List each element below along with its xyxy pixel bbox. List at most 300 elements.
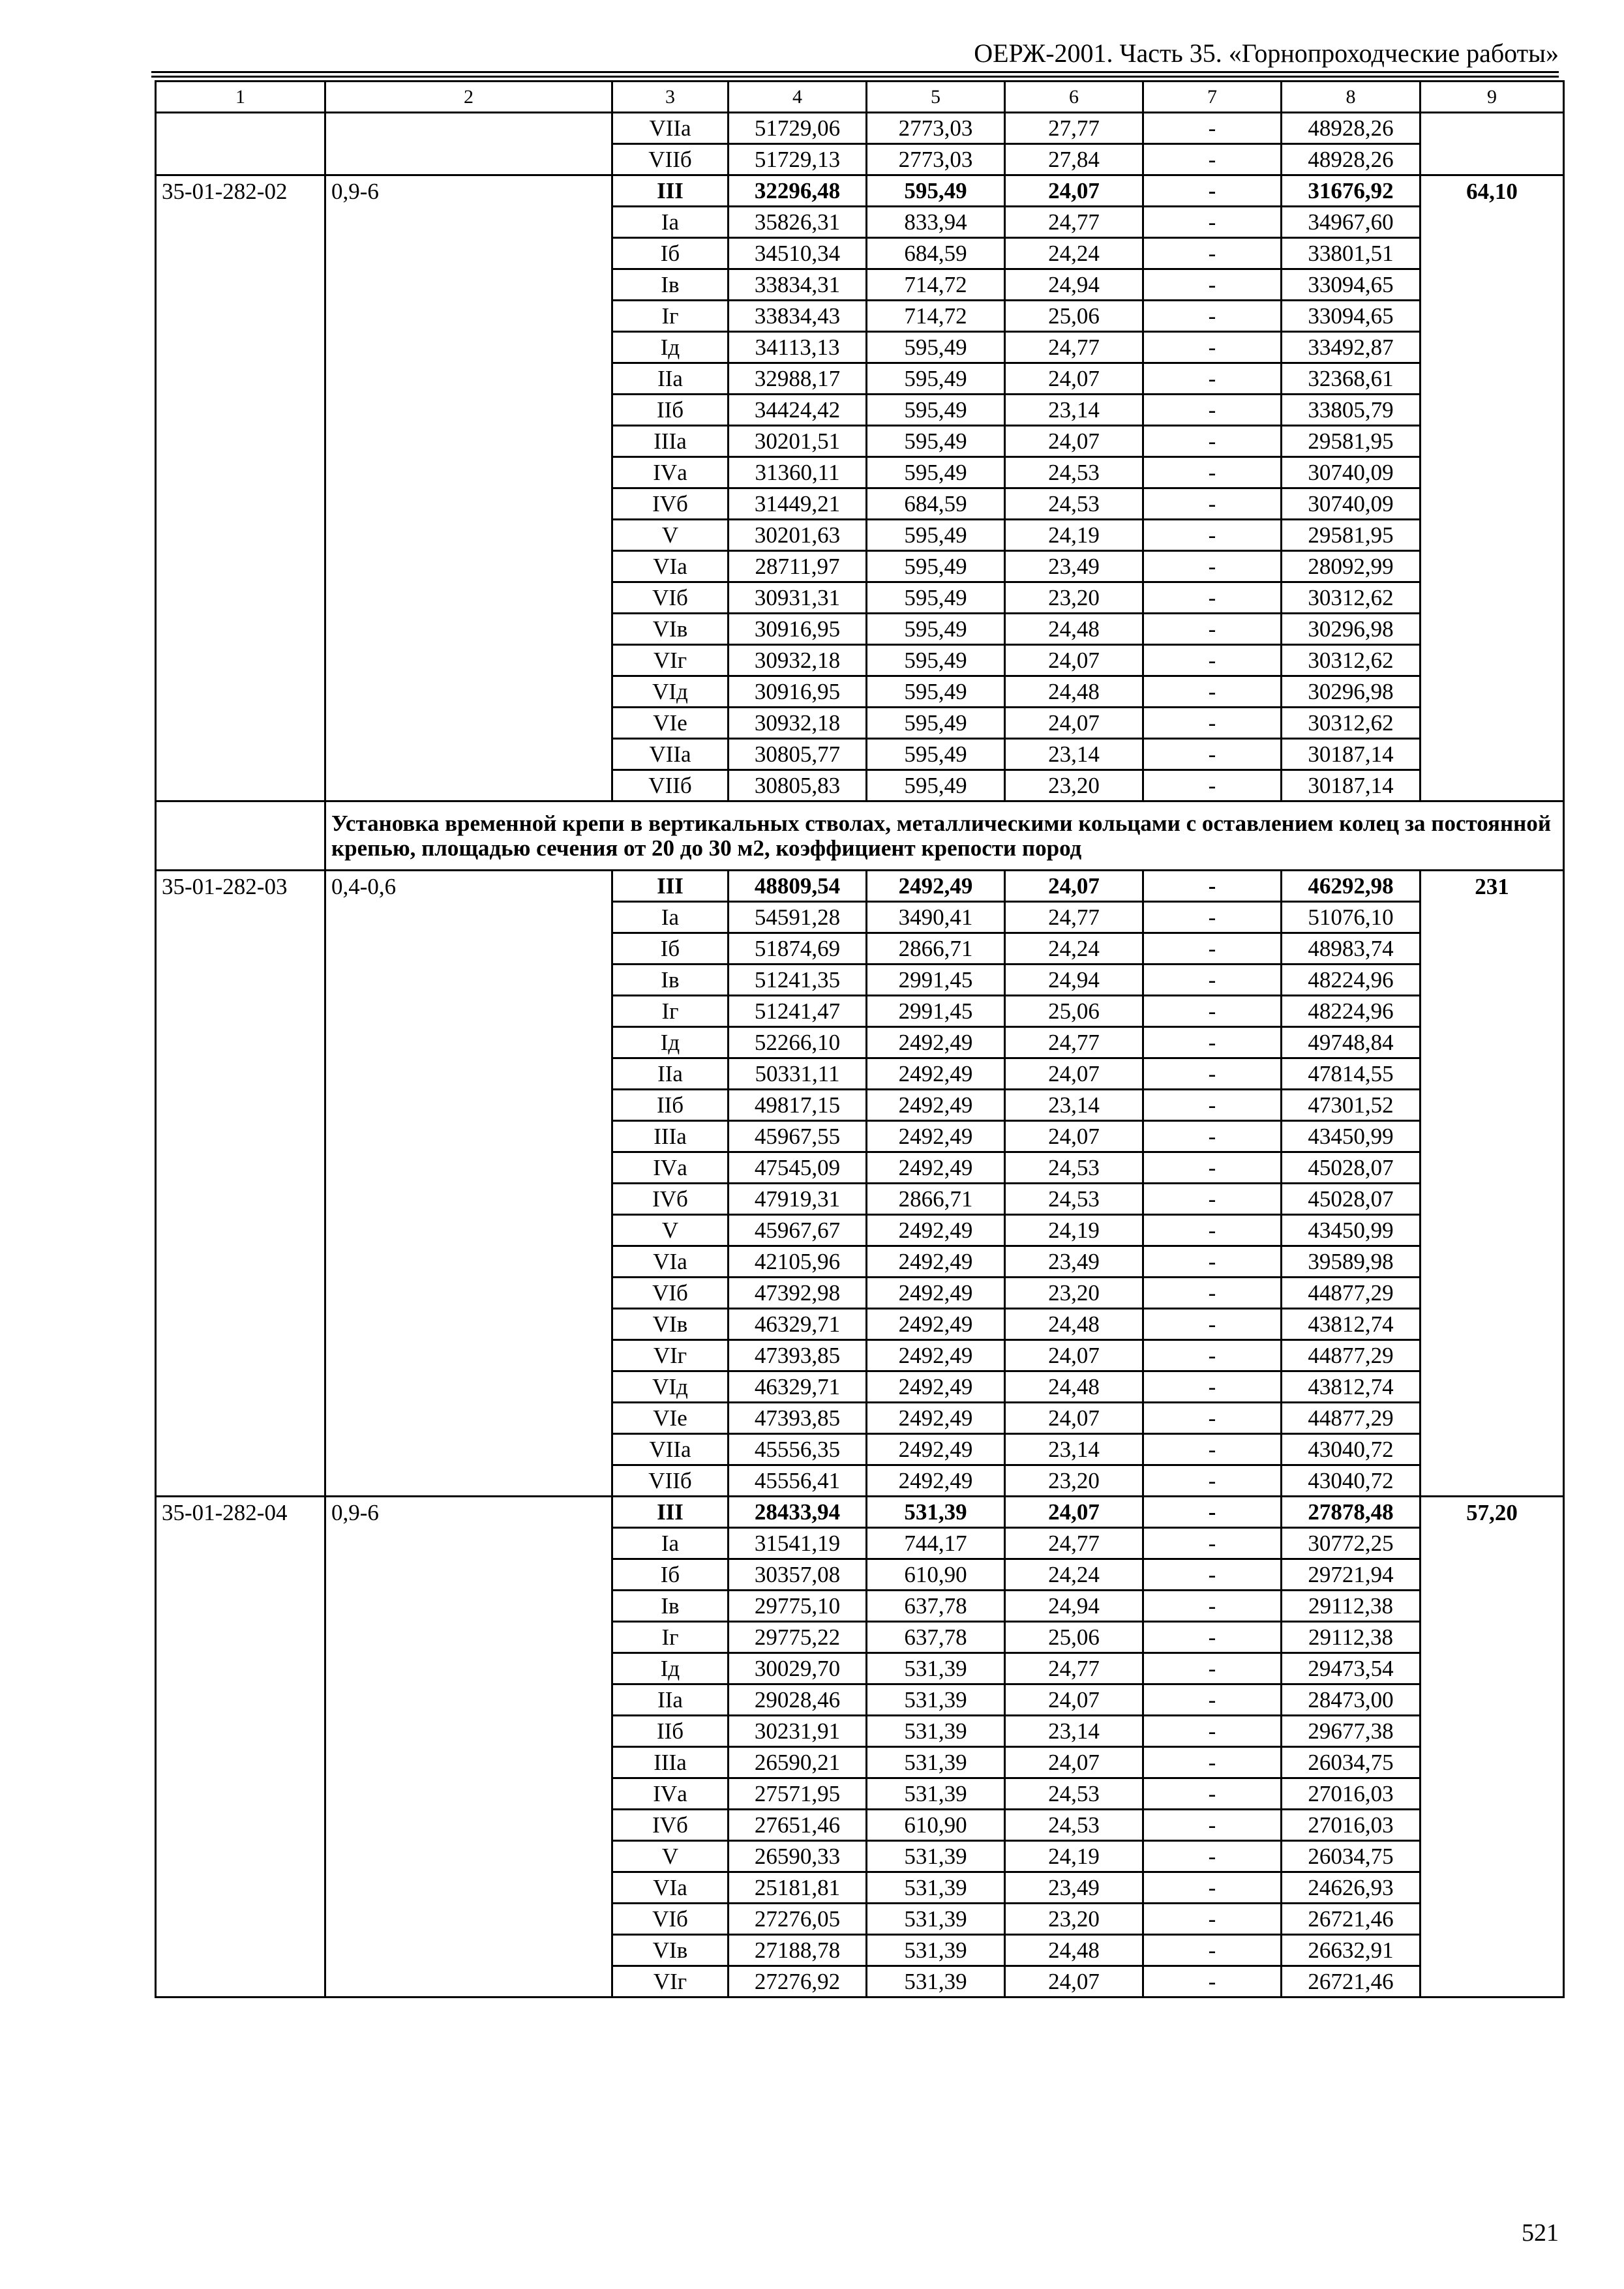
table-cell: 2492,49 <box>867 1465 1005 1497</box>
table-cell: 30772,25 <box>1282 1528 1421 1559</box>
table-cell: 595,49 <box>867 520 1005 551</box>
table-cell: - <box>1143 1278 1282 1309</box>
table-cell: 2492,49 <box>867 1058 1005 1090</box>
table-cell: 531,39 <box>867 1684 1005 1716</box>
table-cell: 595,49 <box>867 332 1005 363</box>
table-cell: 24,07 <box>1005 175 1143 207</box>
table-cell: - <box>1143 113 1282 144</box>
table-cell: 51076,10 <box>1282 902 1421 933</box>
table-cell: 2773,03 <box>867 144 1005 175</box>
table-cell: 30916,95 <box>729 614 867 645</box>
table-cell: 43450,99 <box>1282 1121 1421 1152</box>
rates-table-body <box>156 82 1564 1997</box>
table-cell: 30740,09 <box>1282 457 1421 488</box>
table-cell: 30296,98 <box>1282 676 1421 708</box>
table-cell: VIв <box>612 614 729 645</box>
table-cell: 29721,94 <box>1282 1559 1421 1591</box>
table-cell: 27276,05 <box>729 1904 867 1935</box>
table-cell: - <box>1143 1622 1282 1653</box>
table-cell: 27276,92 <box>729 1966 867 1997</box>
table-cell: - <box>1143 1215 1282 1246</box>
table-cell: 531,39 <box>867 1841 1005 1872</box>
table-cell: IIб <box>612 1716 729 1747</box>
table-cell: 24,24 <box>1005 933 1143 965</box>
col9-value: 231 <box>1421 871 1564 1497</box>
table-cell: 30932,18 <box>729 645 867 676</box>
table-cell: 27188,78 <box>729 1935 867 1966</box>
table-cell: 31541,19 <box>729 1528 867 1559</box>
header-rule <box>151 71 1559 73</box>
table-cell: - <box>1143 902 1282 933</box>
table-cell: 30187,14 <box>1282 739 1421 770</box>
column-number-row <box>156 82 1564 113</box>
table-cell: 27571,95 <box>729 1778 867 1810</box>
table-cell: III <box>612 1497 729 1528</box>
table-cell: VIIб <box>612 144 729 175</box>
table-cell: Iа <box>612 1528 729 1559</box>
table-cell: 2492,49 <box>867 1152 1005 1184</box>
table-cell: 44877,29 <box>1282 1403 1421 1434</box>
table-cell: VIв <box>612 1935 729 1966</box>
table-cell: 30312,62 <box>1282 708 1421 739</box>
table-cell: 46292,98 <box>1282 871 1421 902</box>
table-cell: - <box>1143 1090 1282 1121</box>
table-cell: 531,39 <box>867 1935 1005 1966</box>
table-cell: 684,59 <box>867 488 1005 520</box>
table-cell: 47545,09 <box>729 1152 867 1184</box>
table-cell: Iг <box>612 301 729 332</box>
table-cell: 2492,49 <box>867 1371 1005 1403</box>
table-cell: - <box>1143 551 1282 582</box>
table-cell: 24,53 <box>1005 488 1143 520</box>
table-cell: 531,39 <box>867 1966 1005 1997</box>
rock-strength: 0,9-6 <box>325 175 612 801</box>
column-number: 9 <box>1421 82 1564 113</box>
table-cell: VIе <box>612 1403 729 1434</box>
table-cell: VIIа <box>612 1434 729 1465</box>
table-cell: 43812,74 <box>1282 1371 1421 1403</box>
table-cell: 24,07 <box>1005 426 1143 457</box>
table-cell: 44877,29 <box>1282 1340 1421 1371</box>
table-cell: 2492,49 <box>867 1278 1005 1309</box>
table-cell: 33492,87 <box>1282 332 1421 363</box>
table-cell: 26590,33 <box>729 1841 867 1872</box>
table-cell: 2991,45 <box>867 996 1005 1027</box>
table-cell: Iв <box>612 965 729 996</box>
table-cell: Iб <box>612 238 729 269</box>
section-header-row <box>156 801 1564 871</box>
table-cell: 531,39 <box>867 1747 1005 1778</box>
table-cell: - <box>1143 1058 1282 1090</box>
strength-cell-empty <box>325 113 612 175</box>
table-cell: III <box>612 871 729 902</box>
table-cell: 595,49 <box>867 457 1005 488</box>
table-cell: 43040,72 <box>1282 1465 1421 1497</box>
table-cell: 31360,11 <box>729 457 867 488</box>
table-cell: 595,49 <box>867 676 1005 708</box>
table-cell: - <box>1143 614 1282 645</box>
table-cell: 45028,07 <box>1282 1152 1421 1184</box>
table-cell: VIа <box>612 551 729 582</box>
table-cell: 45967,67 <box>729 1215 867 1246</box>
table-cell: 33094,65 <box>1282 301 1421 332</box>
table-cell: III <box>612 175 729 207</box>
table-cell: 24,53 <box>1005 1184 1143 1215</box>
rate-code: 35-01-282-04 <box>156 1497 325 1997</box>
column-number: 4 <box>729 82 867 113</box>
table-cell: 684,59 <box>867 238 1005 269</box>
table-cell: Iв <box>612 269 729 301</box>
table-cell: - <box>1143 1246 1282 1278</box>
column-number: 3 <box>612 82 729 113</box>
table-cell: 33834,43 <box>729 301 867 332</box>
table-cell: 27878,48 <box>1282 1497 1421 1528</box>
table-cell: IIIа <box>612 1121 729 1152</box>
table-cell: - <box>1143 1184 1282 1215</box>
table-cell: VIе <box>612 708 729 739</box>
table-cell: 23,14 <box>1005 739 1143 770</box>
table-cell: 46329,71 <box>729 1309 867 1340</box>
table-cell: 30931,31 <box>729 582 867 614</box>
table-cell: 637,78 <box>867 1591 1005 1622</box>
table-cell: 49748,84 <box>1282 1027 1421 1058</box>
table-cell: - <box>1143 426 1282 457</box>
table-cell: 24,77 <box>1005 332 1143 363</box>
table-cell: 29473,54 <box>1282 1653 1421 1684</box>
table-cell: 43040,72 <box>1282 1434 1421 1465</box>
table-cell: 30916,95 <box>729 676 867 708</box>
table-cell: 2492,49 <box>867 1403 1005 1434</box>
table-cell: 833,94 <box>867 207 1005 238</box>
rock-strength: 0,9-6 <box>325 1497 612 1997</box>
table-cell: 25,06 <box>1005 996 1143 1027</box>
table-cell: 24,77 <box>1005 1027 1143 1058</box>
table-cell: 714,72 <box>867 301 1005 332</box>
table-cell: 47392,98 <box>729 1278 867 1309</box>
table-cell: 48983,74 <box>1282 933 1421 965</box>
table-cell: 47301,52 <box>1282 1090 1421 1121</box>
table-cell: 42105,96 <box>729 1246 867 1278</box>
table-cell: 23,14 <box>1005 395 1143 426</box>
table-cell: VIб <box>612 582 729 614</box>
table-cell: 26034,75 <box>1282 1841 1421 1872</box>
table-cell: 51241,47 <box>729 996 867 1027</box>
table-cell: - <box>1143 1371 1282 1403</box>
table-cell: 26632,91 <box>1282 1935 1421 1966</box>
table-cell: - <box>1143 1904 1282 1935</box>
col9-value: 57,20 <box>1421 1497 1564 1997</box>
table-cell: 610,90 <box>867 1810 1005 1841</box>
table-cell: - <box>1143 582 1282 614</box>
table-cell: 24,77 <box>1005 1653 1143 1684</box>
table-cell: VIв <box>612 1309 729 1340</box>
table-cell: 30805,77 <box>729 739 867 770</box>
table-row <box>156 113 1564 144</box>
col9-cell-empty <box>1421 113 1564 175</box>
table-cell: Iд <box>612 1027 729 1058</box>
table-cell: 27,84 <box>1005 144 1143 175</box>
table-cell: 32988,17 <box>729 363 867 395</box>
table-cell: 24,07 <box>1005 1966 1143 1997</box>
table-cell: - <box>1143 933 1282 965</box>
table-cell: 23,14 <box>1005 1716 1143 1747</box>
table-cell: 23,14 <box>1005 1090 1143 1121</box>
table-cell: 2866,71 <box>867 933 1005 965</box>
page-header-title: ОЕРЖ-2001. Часть 35. «Горнопроходческие работы» <box>974 38 1559 68</box>
table-cell: 2492,49 <box>867 1246 1005 1278</box>
table-cell: 25,06 <box>1005 1622 1143 1653</box>
table-cell: - <box>1143 1497 1282 1528</box>
table-cell: - <box>1143 1841 1282 1872</box>
table-cell: 30740,09 <box>1282 488 1421 520</box>
table-cell: 2492,49 <box>867 1309 1005 1340</box>
table-cell: IVб <box>612 1184 729 1215</box>
table-cell: - <box>1143 708 1282 739</box>
table-cell: 29112,38 <box>1282 1591 1421 1622</box>
table-cell: 24626,93 <box>1282 1872 1421 1904</box>
table-cell: 27016,03 <box>1282 1810 1421 1841</box>
table-cell: 30201,51 <box>729 426 867 457</box>
table-cell: 24,77 <box>1005 902 1143 933</box>
table-cell: - <box>1143 1747 1282 1778</box>
table-cell: 24,53 <box>1005 1778 1143 1810</box>
table-cell: 595,49 <box>867 426 1005 457</box>
rate-code: 35-01-282-03 <box>156 871 325 1497</box>
table-cell: 23,49 <box>1005 551 1143 582</box>
table-cell: 34424,42 <box>729 395 867 426</box>
table-cell: 23,49 <box>1005 1872 1143 1904</box>
table-cell: 24,07 <box>1005 1058 1143 1090</box>
table-cell: IVб <box>612 1810 729 1841</box>
table-cell: 610,90 <box>867 1559 1005 1591</box>
table-cell: - <box>1143 175 1282 207</box>
table-cell: 39589,98 <box>1282 1246 1421 1278</box>
table-cell: - <box>1143 238 1282 269</box>
table-cell: 637,78 <box>867 1622 1005 1653</box>
table-cell: 2492,49 <box>867 1215 1005 1246</box>
table-cell: - <box>1143 645 1282 676</box>
table-cell: - <box>1143 301 1282 332</box>
table-cell: 48928,26 <box>1282 113 1421 144</box>
table-cell: - <box>1143 457 1282 488</box>
table-cell: IIа <box>612 1058 729 1090</box>
table-cell: 24,48 <box>1005 676 1143 708</box>
table-cell: - <box>1143 1872 1282 1904</box>
table-cell: 24,07 <box>1005 363 1143 395</box>
table-cell: - <box>1143 520 1282 551</box>
table-cell: 595,49 <box>867 175 1005 207</box>
table-cell: 23,20 <box>1005 1904 1143 1935</box>
table-cell: 47393,85 <box>729 1403 867 1434</box>
table-cell: 2773,03 <box>867 113 1005 144</box>
table-cell: 2492,49 <box>867 1434 1005 1465</box>
table-cell: - <box>1143 363 1282 395</box>
table-cell: 2866,71 <box>867 1184 1005 1215</box>
table-cell: 595,49 <box>867 770 1005 801</box>
table-cell: 595,49 <box>867 395 1005 426</box>
table-cell: 531,39 <box>867 1497 1005 1528</box>
table-cell: 48224,96 <box>1282 965 1421 996</box>
table-cell: 49817,15 <box>729 1090 867 1121</box>
table-cell: 47814,55 <box>1282 1058 1421 1090</box>
table-cell: 43812,74 <box>1282 1309 1421 1340</box>
table-cell: 33805,79 <box>1282 395 1421 426</box>
table-cell: 24,07 <box>1005 1747 1143 1778</box>
table-cell: Iв <box>612 1591 729 1622</box>
table-cell: 48224,96 <box>1282 996 1421 1027</box>
table-cell: VIб <box>612 1904 729 1935</box>
table-cell: 24,07 <box>1005 871 1143 902</box>
table-cell: 47919,31 <box>729 1184 867 1215</box>
table-cell: 45556,35 <box>729 1434 867 1465</box>
table-cell: 32368,61 <box>1282 363 1421 395</box>
table-cell: 51874,69 <box>729 933 867 965</box>
table-cell: 24,24 <box>1005 238 1143 269</box>
table-cell: 24,94 <box>1005 269 1143 301</box>
table-cell: 35826,31 <box>729 207 867 238</box>
table-cell: 34510,34 <box>729 238 867 269</box>
table-cell: Iа <box>612 207 729 238</box>
table-cell: - <box>1143 1340 1282 1371</box>
table-cell: - <box>1143 965 1282 996</box>
table-cell: V <box>612 1215 729 1246</box>
table-cell: 48928,26 <box>1282 144 1421 175</box>
table-cell: Iб <box>612 933 729 965</box>
table-cell: VIг <box>612 645 729 676</box>
table-cell: 30932,18 <box>729 708 867 739</box>
table-cell: - <box>1143 739 1282 770</box>
table-cell: 2492,49 <box>867 1027 1005 1058</box>
table-cell: 24,53 <box>1005 457 1143 488</box>
table-cell: - <box>1143 1966 1282 1997</box>
table-cell: 24,07 <box>1005 645 1143 676</box>
table-cell: Iд <box>612 1653 729 1684</box>
table-cell: 23,20 <box>1005 770 1143 801</box>
table-cell: - <box>1143 1716 1282 1747</box>
table-cell: 30357,08 <box>729 1559 867 1591</box>
table-cell: VIIа <box>612 113 729 144</box>
table-cell: - <box>1143 871 1282 902</box>
table-cell: 28473,00 <box>1282 1684 1421 1716</box>
table-cell: IIIа <box>612 426 729 457</box>
table-cell: 30312,62 <box>1282 582 1421 614</box>
table-cell: 23,20 <box>1005 582 1143 614</box>
table-cell: 44877,29 <box>1282 1278 1421 1309</box>
table-cell: Iг <box>612 1622 729 1653</box>
column-number: 5 <box>867 82 1005 113</box>
table-row <box>156 871 1564 902</box>
table-cell: Iа <box>612 902 729 933</box>
table-cell: 45028,07 <box>1282 1184 1421 1215</box>
table-cell: IVа <box>612 457 729 488</box>
table-cell: 30296,98 <box>1282 614 1421 645</box>
table-cell: IIб <box>612 1090 729 1121</box>
table-cell: 45556,41 <box>729 1465 867 1497</box>
table-cell: 24,48 <box>1005 614 1143 645</box>
table-cell: 27651,46 <box>729 1810 867 1841</box>
table-cell: 48809,54 <box>729 871 867 902</box>
table-cell: 51729,13 <box>729 144 867 175</box>
table-cell: VIа <box>612 1246 729 1278</box>
table-cell: - <box>1143 1434 1282 1465</box>
table-cell: 595,49 <box>867 551 1005 582</box>
table-cell: 26721,46 <box>1282 1966 1421 1997</box>
table-cell: 595,49 <box>867 739 1005 770</box>
table-cell: 24,24 <box>1005 1559 1143 1591</box>
table-cell: - <box>1143 488 1282 520</box>
table-cell: - <box>1143 1684 1282 1716</box>
table-cell: 24,94 <box>1005 1591 1143 1622</box>
table-cell: 29581,95 <box>1282 520 1421 551</box>
table-cell: 24,19 <box>1005 520 1143 551</box>
table-cell: IVа <box>612 1152 729 1184</box>
table-cell: VIд <box>612 1371 729 1403</box>
table-cell: - <box>1143 395 1282 426</box>
table-cell: 23,49 <box>1005 1246 1143 1278</box>
table-cell: 531,39 <box>867 1904 1005 1935</box>
column-number: 8 <box>1282 82 1421 113</box>
column-number: 1 <box>156 82 325 113</box>
table-cell: 25181,81 <box>729 1872 867 1904</box>
table-row <box>156 1497 1564 1528</box>
table-cell: 595,49 <box>867 614 1005 645</box>
table-cell: - <box>1143 1810 1282 1841</box>
table-cell: 26721,46 <box>1282 1904 1421 1935</box>
table-cell: 30201,63 <box>729 520 867 551</box>
section-header-blank <box>156 801 325 871</box>
table-cell: 2492,49 <box>867 1121 1005 1152</box>
table-cell: 31449,21 <box>729 488 867 520</box>
table-cell: 32296,48 <box>729 175 867 207</box>
table-cell: - <box>1143 269 1282 301</box>
column-number: 2 <box>325 82 612 113</box>
table-cell: Iд <box>612 332 729 363</box>
table-cell: 531,39 <box>867 1778 1005 1810</box>
table-cell: VIIб <box>612 1465 729 1497</box>
table-cell: 46329,71 <box>729 1371 867 1403</box>
table-cell: - <box>1143 1465 1282 1497</box>
table-cell: - <box>1143 1403 1282 1434</box>
header-rule-second <box>151 76 1559 78</box>
rates-table <box>155 80 1565 1998</box>
table-cell: - <box>1143 1559 1282 1591</box>
table-cell: 24,48 <box>1005 1371 1143 1403</box>
table-cell: Iб <box>612 1559 729 1591</box>
table-cell: - <box>1143 770 1282 801</box>
code-cell-empty <box>156 113 325 175</box>
table-cell: 595,49 <box>867 582 1005 614</box>
table-cell: - <box>1143 1778 1282 1810</box>
table-cell: 24,19 <box>1005 1215 1143 1246</box>
table-cell: 30312,62 <box>1282 645 1421 676</box>
table-cell: 24,53 <box>1005 1810 1143 1841</box>
table-cell: IVа <box>612 1778 729 1810</box>
table-cell: IIб <box>612 395 729 426</box>
table-cell: - <box>1143 676 1282 708</box>
table-cell: 23,20 <box>1005 1465 1143 1497</box>
table-cell: 595,49 <box>867 708 1005 739</box>
table-cell: 29677,38 <box>1282 1716 1421 1747</box>
table-cell: - <box>1143 207 1282 238</box>
table-cell: 30029,70 <box>729 1653 867 1684</box>
table-cell: 30805,83 <box>729 770 867 801</box>
table-cell: 28711,97 <box>729 551 867 582</box>
table-cell: 52266,10 <box>729 1027 867 1058</box>
table-cell: 24,07 <box>1005 1497 1143 1528</box>
table-cell: 24,07 <box>1005 1684 1143 1716</box>
table-cell: 531,39 <box>867 1653 1005 1684</box>
table-cell: - <box>1143 1121 1282 1152</box>
